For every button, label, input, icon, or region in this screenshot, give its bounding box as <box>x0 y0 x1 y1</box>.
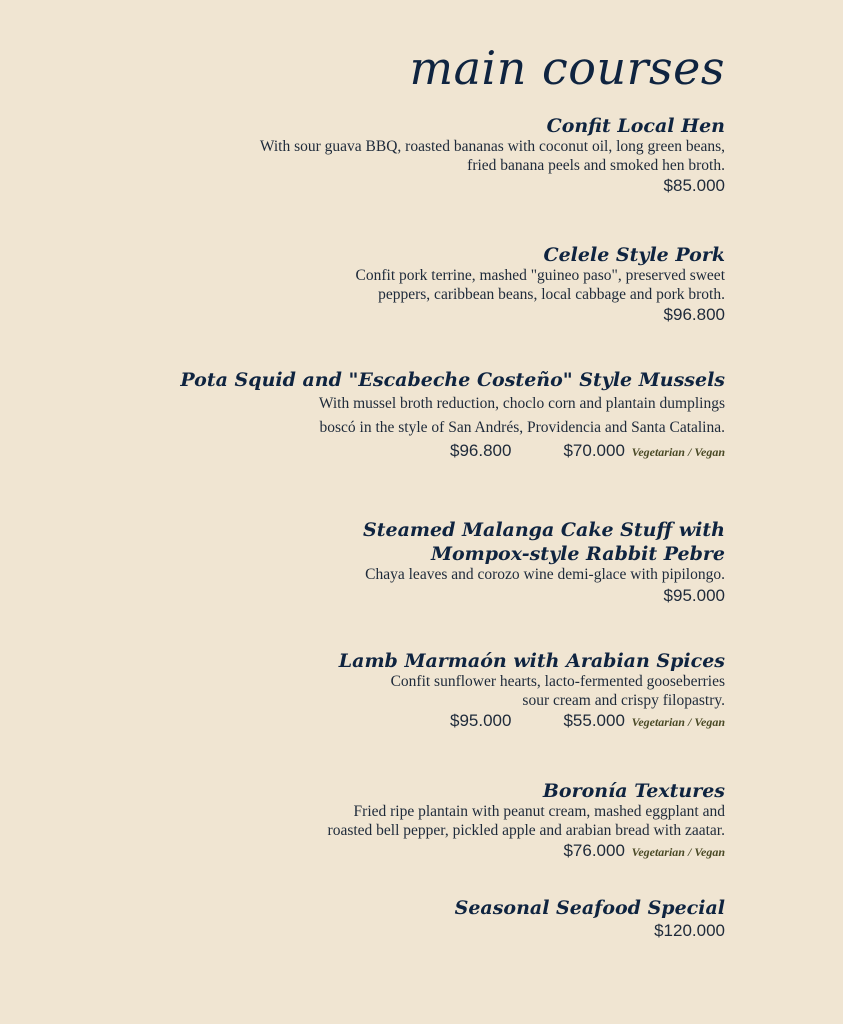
dish-name-line: Steamed Malanga Cake Stuff with <box>363 519 725 541</box>
dish-celele-style-pork <box>356 243 725 326</box>
dish-description <box>180 392 725 440</box>
dish-description <box>260 138 725 175</box>
dish-description-line: peppers, caribbean beans, local cabbage and pork broth. <box>378 285 725 303</box>
price-row <box>180 440 725 463</box>
dish-name: Confit Local Hen <box>546 115 725 137</box>
vegetarian-price: $70.000 <box>563 441 625 460</box>
dish-lamb-marmaon <box>339 649 725 733</box>
price-row <box>339 710 725 733</box>
dish-steamed-malanga-cake <box>363 518 725 607</box>
dish-name: Seasonal Seafood Special <box>454 897 725 919</box>
dish-name: Celele Style Pork <box>543 244 725 266</box>
dish-description <box>328 803 725 840</box>
dish-confit-local-hen <box>260 114 725 197</box>
dish-name: Boronía Textures <box>542 780 725 802</box>
dish-description-line: Fried ripe plantain with peanut cream, mashed eggplant and <box>353 803 725 820</box>
price-row <box>356 304 725 326</box>
vegetarian-label: Vegetarian / Vegan <box>631 845 725 859</box>
dish-seasonal-seafood-special <box>455 896 725 942</box>
dish-price: $96.800 <box>450 441 512 460</box>
price-row <box>328 840 725 863</box>
dish-description-line: roasted bell pepper, pickled apple and arabian bread with zaatar. <box>327 821 725 839</box>
price-row <box>260 175 725 197</box>
dish-description-line: With sour guava BBQ, roasted bananas with coconut oil, long green beans, <box>259 138 725 155</box>
dish-price: $120.000 <box>654 921 725 940</box>
dish-description-line: Chaya leaves and corozo wine demi-glace with pipilongo. <box>365 566 725 583</box>
dish-description <box>363 566 725 585</box>
page-title: main courses <box>409 41 725 95</box>
dish-boronia-textures <box>328 779 725 863</box>
dish-description <box>356 267 725 304</box>
dish-description-line: boscó in the style of San Andrés, Providencia and Santa Catalina. <box>319 419 725 436</box>
dish-name: Pota Squid and "Escabeche Costeño" Style Mussels <box>180 369 725 391</box>
dish-price: $95.000 <box>450 711 512 730</box>
dish-description-line: With mussel broth reduction, choclo corn and plantain dumplings <box>318 395 725 412</box>
vegetarian-price: $76.000 <box>563 841 625 860</box>
dish-name <box>363 518 725 566</box>
vegetarian-price: $55.000 <box>563 711 625 730</box>
dish-price: $96.800 <box>663 305 725 324</box>
price-row <box>455 920 725 942</box>
dish-price: $85.000 <box>663 176 725 195</box>
dish-description-line: fried banana peels and smoked hen broth. <box>467 156 725 174</box>
dish-description <box>339 673 725 710</box>
dish-name-line: Mompox-style Rabbit Pebre <box>430 543 725 565</box>
dish-description-line: Confit sunflower hearts, lacto-fermented gooseberries <box>390 673 725 690</box>
vegetarian-label: Vegetarian / Vegan <box>631 715 725 729</box>
price-row <box>363 585 725 607</box>
dish-description-line: Confit pork terrine, mashed "guineo paso", preserved sweet <box>355 267 725 284</box>
vegetarian-label: Vegetarian / Vegan <box>631 445 725 459</box>
dish-price: $95.000 <box>663 585 725 605</box>
dish-name: Lamb Marmaón with Arabian Spices <box>338 650 725 672</box>
dish-pota-squid-mussels <box>180 368 725 463</box>
dish-description-line: sour cream and crispy filopastry. <box>522 691 725 709</box>
